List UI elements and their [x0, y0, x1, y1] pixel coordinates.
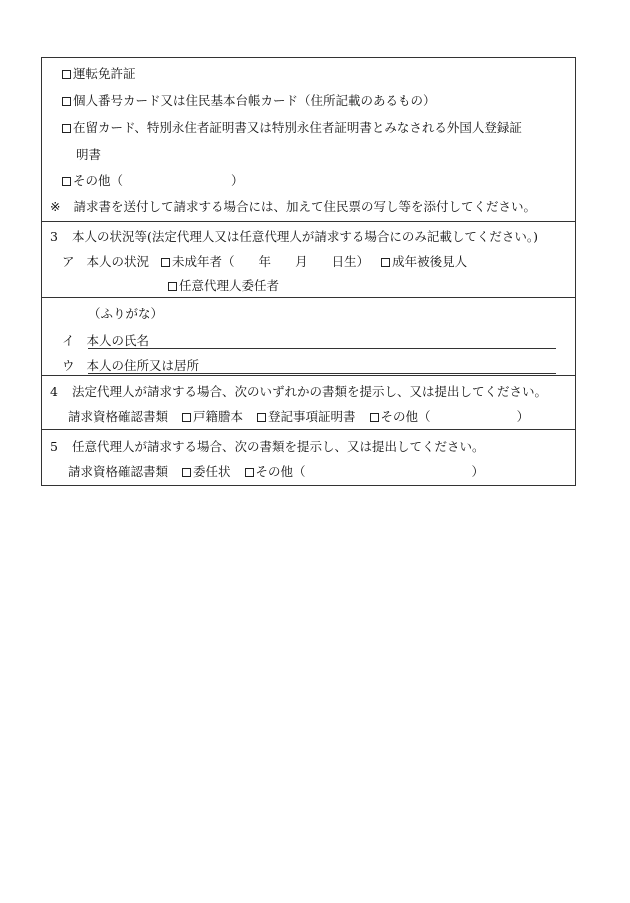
- checkbox-row-residence-card[interactable]: [62, 120, 522, 136]
- residence-card-label: 在留カード、特別永住者証明書又は特別永住者証明書とみなされる外国人登録証: [73, 120, 522, 135]
- address-row: [62, 358, 199, 374]
- family-register-label: 戸籍謄本: [193, 409, 244, 424]
- my-number-card-label: 個人番号カード又は住民基本台帳カード（住所記載のあるもの）: [73, 93, 436, 108]
- legal-agent-heading: [50, 384, 547, 400]
- voluntary-agent-heading: [50, 439, 484, 455]
- residence-card-label-continued: 明書: [76, 147, 102, 162]
- mailing-note: [50, 199, 536, 215]
- legal-agent-number: 4: [50, 384, 58, 399]
- month-label: 月: [295, 254, 308, 269]
- drivers-license-label: 運転免許証: [73, 66, 136, 81]
- checkbox-my-number-card[interactable]: [62, 97, 71, 106]
- note-mark: ※: [50, 199, 61, 214]
- legal-agent-section: [42, 376, 575, 430]
- principal-info-section: [42, 298, 575, 376]
- voluntary-other-label: その他（: [255, 464, 306, 479]
- checkbox-other-id[interactable]: [62, 177, 71, 186]
- checkbox-row-my-number-card[interactable]: [62, 93, 436, 109]
- row-u-mark: ウ: [62, 358, 75, 373]
- registry-certificate-label: 登記事項証明書: [268, 409, 356, 424]
- request-form-table: [41, 57, 576, 486]
- checkbox-minor[interactable]: [161, 258, 170, 267]
- principal-status-section: [42, 222, 575, 298]
- furigana-label: （ふりがな）: [88, 306, 164, 321]
- legal-agent-docs-row: [68, 409, 529, 425]
- checkbox-family-register[interactable]: [182, 413, 191, 422]
- status-heading-number: 3: [50, 229, 58, 244]
- power-of-attorney-label: 委任状: [193, 464, 231, 479]
- legal-other-close-paren: ）: [516, 409, 530, 424]
- voluntary-agent-section: [42, 430, 575, 485]
- checkbox-voluntary-other[interactable]: [245, 468, 254, 477]
- legal-agent-text: 法定代理人が請求する場合、次のいずれかの書類を提示し、又は提出してください。: [71, 384, 547, 399]
- minor-label: 未成年者（: [172, 254, 235, 269]
- row-a-label: 本人の状況: [86, 254, 150, 269]
- checkbox-principal[interactable]: [168, 282, 177, 291]
- checkbox-power-of-attorney[interactable]: [182, 468, 191, 477]
- name-input-line[interactable]: [88, 348, 556, 349]
- name-label: 本人の氏名: [86, 333, 150, 348]
- status-row-a: [62, 254, 467, 270]
- legal-other-label: その他（: [380, 409, 431, 424]
- other-id-label: その他（: [73, 173, 124, 188]
- legal-agent-docs-label: 請求資格確認書類: [68, 409, 169, 424]
- address-label: 本人の住所又は居所: [86, 358, 200, 373]
- day-label: 日生）: [331, 254, 370, 269]
- principal-label: 任意代理人委任者: [179, 278, 280, 293]
- voluntary-other-close-paren: ）: [471, 464, 485, 479]
- checkbox-adult-ward[interactable]: [381, 258, 390, 267]
- name-row: [62, 333, 149, 349]
- checkbox-row-other-id[interactable]: [62, 173, 244, 189]
- voluntary-agent-number: 5: [50, 439, 58, 454]
- status-row-principal[interactable]: [168, 278, 279, 294]
- note-text: 請求書を送付して請求する場合には、加えて住民票の写し等を添付してください。: [73, 199, 536, 214]
- row-a-mark: ア: [62, 254, 75, 269]
- year-label: 年: [258, 254, 272, 269]
- checkbox-registry-certificate[interactable]: [257, 413, 266, 422]
- status-heading: [50, 229, 538, 245]
- address-input-line[interactable]: [88, 373, 556, 374]
- checkbox-row-drivers-license[interactable]: [62, 66, 136, 82]
- checkbox-residence-card[interactable]: [62, 124, 71, 133]
- status-heading-text: 本人の状況等(法定代理人又は任意代理人が請求する場合にのみ記載してください。): [71, 229, 538, 244]
- voluntary-agent-text: 任意代理人が請求する場合、次の書類を提示し、又は提出してください。: [71, 439, 485, 454]
- checkbox-legal-other[interactable]: [370, 413, 379, 422]
- id-documents-section: [42, 58, 575, 222]
- voluntary-agent-docs-row: [68, 464, 484, 480]
- checkbox-drivers-license[interactable]: [62, 70, 71, 79]
- voluntary-agent-docs-label: 請求資格確認書類: [68, 464, 169, 479]
- adult-ward-label: 成年被後見人: [392, 254, 468, 269]
- row-i-mark: イ: [62, 333, 75, 348]
- other-id-close-paren: ）: [231, 173, 244, 188]
